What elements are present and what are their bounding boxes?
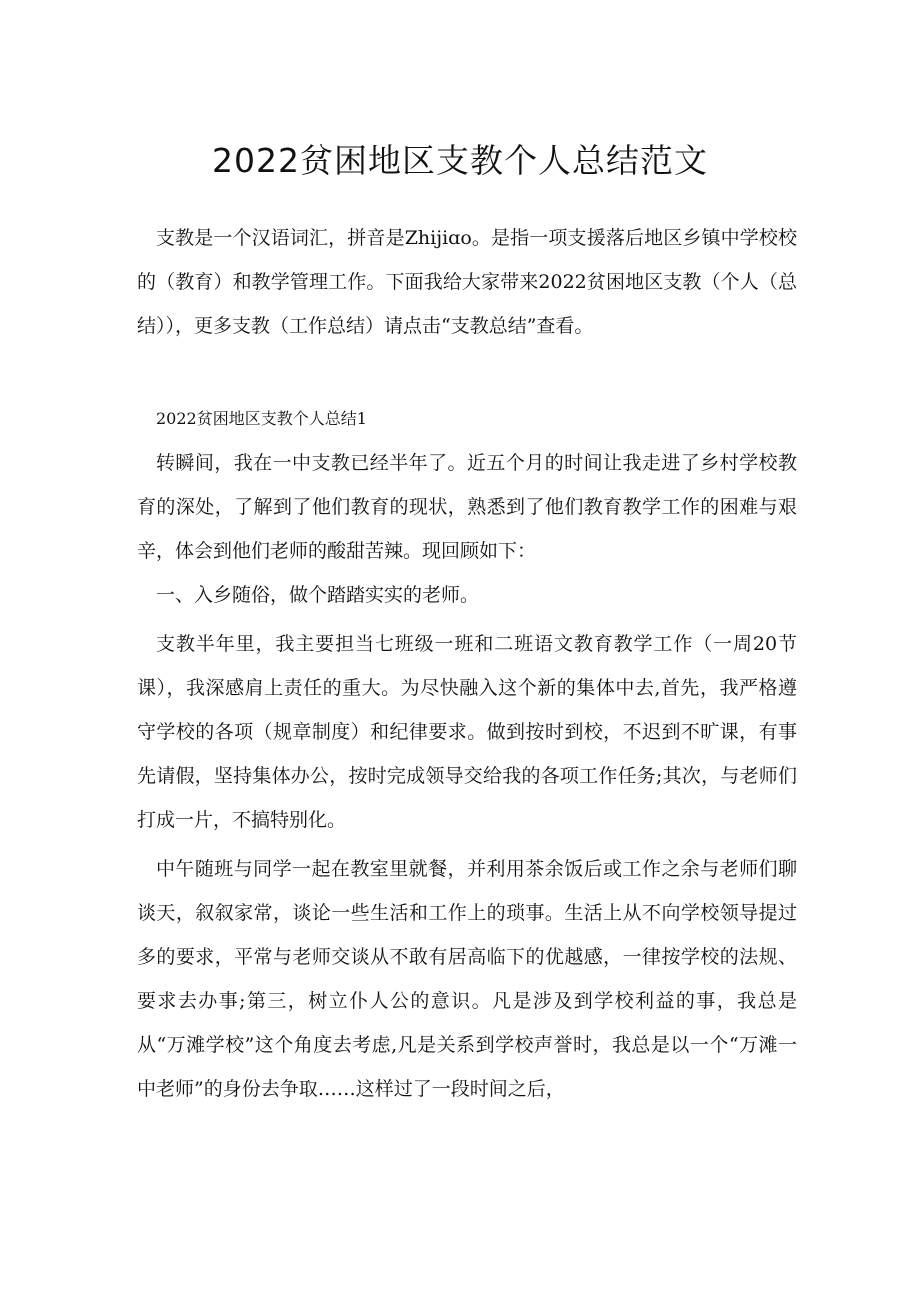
body-paragraph-2: 一、入乡随俗，做个踏踏实实的老师。 [156,584,480,606]
spacer [137,348,797,397]
document-body [137,216,797,1111]
intro-paragraph: 支教是一个汉语词汇，拼音是Zhijiɑo。是指一项支援落后地区乡镇中学校校的（教育）和教学管理工作。下面我给大家带来2022贫困地区支教（个人（总结）），更多支教（工作总结）请点击“支教总结”查看。 [137,227,797,337]
body-paragraph-4: 中午随班与同学一起在教室里就餐，并利用茶余饭后或工作之余与老师们聊谈天，叙叙家常，谈论一些生活和工作上的琐事。生活上从不向学校领导提过多的要求，平常与老师交谈从不敢有居高临下的优越感，一律按学校的法规、要求去办事;第三，树立仆人公的意识。凡是涉及到学校利益的事，我总是从“万滩学校”这个角度去考虑,凡是关系到学校声誉时，我总是以一个“万滩一中老师”的身份去争取……这样过了一段时间之后， [137,858,797,1100]
body-paragraph-3: 支教半年里，我主要担当七班级一班和二班语文教育教学工作（一周20节课），我深感肩上责任的重大。为尽快融入这个新的集体中去,首先，我严格遵守学校的各项（规章制度）和纪律要求。做到按时到校，不迟到不旷课，有事先请假，坚持集体办公，按时完成领导交给我的各项工作任务;其次，与老师们打成一片，不搞特别化。 [137,633,797,831]
body-paragraph-1: 转瞬间，我在一中支教已经半年了。近五个月的时间让我走进了乡村学校教育的深处，了解到了他们教育的现状，熟悉到了他们教育教学工作的困难与艰辛，体会到他们老师的酸甜苦辣。现回顾如下： [137,452,797,562]
document-title: 2022贫困地区支教个人总结范文 [212,141,708,180]
section-heading: 2022贫困地区支教个人总结1 [156,409,367,428]
